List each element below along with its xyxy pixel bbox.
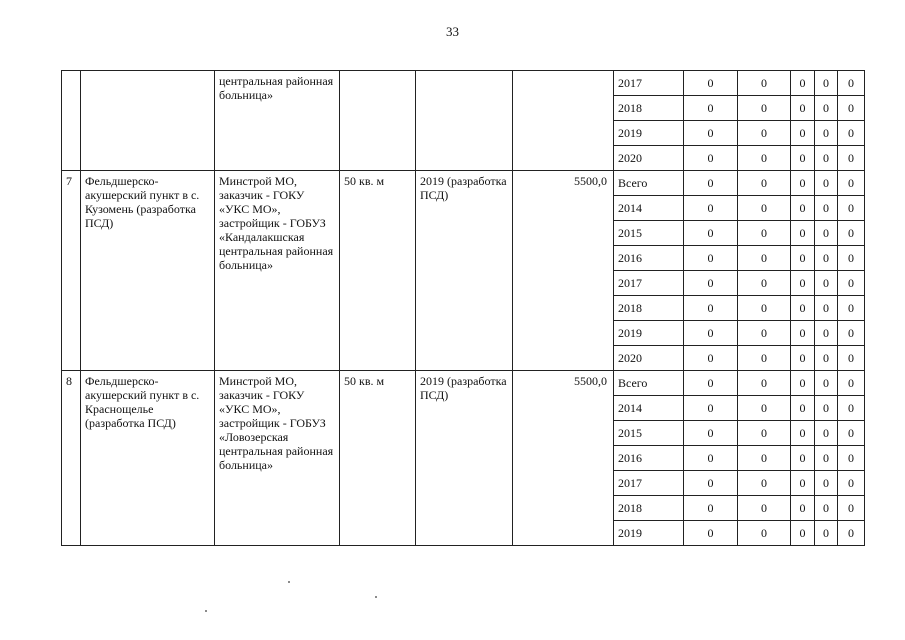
page-number: 33 bbox=[446, 24, 459, 39]
value-cell: 0 bbox=[815, 71, 838, 96]
value-cell: 0 bbox=[815, 146, 838, 171]
value-cell: 0 bbox=[684, 521, 738, 546]
value-cell: 0 bbox=[791, 246, 815, 271]
value-cell: 0 bbox=[684, 196, 738, 221]
value-cell: 0 bbox=[684, 446, 738, 471]
value-cell: 0 bbox=[738, 146, 791, 171]
value-cell: 0 bbox=[791, 371, 815, 396]
value-cell: 0 bbox=[838, 171, 865, 196]
name-cell: Фельдшерско-акушерский пункт в с. Кузомень (разработка ПСД) bbox=[81, 171, 215, 371]
value-cell: 0 bbox=[738, 121, 791, 146]
value-cell: 0 bbox=[838, 246, 865, 271]
value-cell: 0 bbox=[815, 396, 838, 421]
value-cell: 0 bbox=[738, 321, 791, 346]
value-cell: 0 bbox=[815, 346, 838, 371]
value-cell: 0 bbox=[738, 221, 791, 246]
value-cell: 0 bbox=[838, 296, 865, 321]
value-cell: 0 bbox=[684, 71, 738, 96]
table-row bbox=[62, 371, 865, 396]
value-cell: 0 bbox=[684, 346, 738, 371]
year-cell: 2017 bbox=[614, 71, 684, 96]
value-cell: 0 bbox=[791, 171, 815, 196]
value-cell: 0 bbox=[791, 121, 815, 146]
value-cell: 0 bbox=[838, 496, 865, 521]
period-cell: 2019 (разработка ПСД) bbox=[416, 371, 513, 546]
year-cell: Всего bbox=[614, 371, 684, 396]
value-cell: 0 bbox=[791, 71, 815, 96]
year-cell: 2015 bbox=[614, 221, 684, 246]
year-cell: 2017 bbox=[614, 271, 684, 296]
value-cell: 0 bbox=[838, 196, 865, 221]
year-cell: 2020 bbox=[614, 146, 684, 171]
customer-cell: Минстрой МО, заказчик - ГОКУ «УКС МО», застройщик - ГОБУЗ «Кандалакшская центральная районная больница» bbox=[215, 171, 340, 371]
value-cell: 0 bbox=[684, 246, 738, 271]
value-cell: 0 bbox=[684, 396, 738, 421]
cost-cell: 5500,0 bbox=[513, 371, 614, 546]
year-cell: 2018 bbox=[614, 296, 684, 321]
value-cell: 0 bbox=[738, 521, 791, 546]
value-cell: 0 bbox=[791, 471, 815, 496]
value-cell: 0 bbox=[838, 321, 865, 346]
value-cell: 0 bbox=[838, 521, 865, 546]
value-cell: 0 bbox=[791, 221, 815, 246]
value-cell: 0 bbox=[738, 471, 791, 496]
value-cell: 0 bbox=[684, 271, 738, 296]
year-cell: 2016 bbox=[614, 246, 684, 271]
year-cell: 2018 bbox=[614, 496, 684, 521]
value-cell: 0 bbox=[684, 221, 738, 246]
num-cell: 7 bbox=[62, 171, 81, 371]
num-cell bbox=[62, 71, 81, 171]
value-cell: 0 bbox=[738, 71, 791, 96]
year-cell: 2018 bbox=[614, 96, 684, 121]
value-cell: 0 bbox=[791, 521, 815, 546]
value-cell: 0 bbox=[791, 96, 815, 121]
value-cell: 0 bbox=[684, 96, 738, 121]
value-cell: 0 bbox=[791, 421, 815, 446]
value-cell: 0 bbox=[791, 146, 815, 171]
value-cell: 0 bbox=[838, 146, 865, 171]
value-cell: 0 bbox=[815, 296, 838, 321]
value-cell: 0 bbox=[738, 396, 791, 421]
name-cell: Фельдшерско-акушерский пункт в с. Краснощелье (разработка ПСД) bbox=[81, 371, 215, 546]
period-cell: 2019 (разработка ПСД) bbox=[416, 171, 513, 371]
customer-cell: Минстрой МО, заказчик - ГОКУ «УКС МО», застройщик - ГОБУЗ «Ловозерская центральная районная больница» bbox=[215, 371, 340, 546]
value-cell: 0 bbox=[815, 371, 838, 396]
year-cell: 2017 bbox=[614, 471, 684, 496]
value-cell: 0 bbox=[738, 196, 791, 221]
value-cell: 0 bbox=[815, 321, 838, 346]
value-cell: 0 bbox=[838, 446, 865, 471]
table-row bbox=[62, 71, 865, 96]
scan-speck bbox=[205, 610, 207, 612]
value-cell: 0 bbox=[738, 271, 791, 296]
value-cell: 0 bbox=[684, 121, 738, 146]
value-cell: 0 bbox=[815, 446, 838, 471]
year-cell: 2015 bbox=[614, 421, 684, 446]
value-cell: 0 bbox=[791, 346, 815, 371]
value-cell: 0 bbox=[838, 371, 865, 396]
value-cell: 0 bbox=[738, 171, 791, 196]
value-cell: 0 bbox=[815, 96, 838, 121]
value-cell: 0 bbox=[684, 171, 738, 196]
value-cell: 0 bbox=[791, 446, 815, 471]
value-cell: 0 bbox=[815, 221, 838, 246]
value-cell: 0 bbox=[684, 371, 738, 396]
value-cell: 0 bbox=[838, 71, 865, 96]
value-cell: 0 bbox=[791, 271, 815, 296]
value-cell: 0 bbox=[684, 146, 738, 171]
value-cell: 0 bbox=[815, 121, 838, 146]
value-cell: 0 bbox=[838, 396, 865, 421]
value-cell: 0 bbox=[791, 496, 815, 521]
value-cell: 0 bbox=[815, 496, 838, 521]
value-cell: 0 bbox=[815, 421, 838, 446]
year-cell: 2014 bbox=[614, 196, 684, 221]
value-cell: 0 bbox=[738, 246, 791, 271]
cost-cell bbox=[513, 71, 614, 171]
scan-speck bbox=[288, 581, 290, 583]
table-row bbox=[62, 171, 865, 196]
value-cell: 0 bbox=[684, 496, 738, 521]
num-cell: 8 bbox=[62, 371, 81, 546]
year-cell: 2020 bbox=[614, 346, 684, 371]
value-cell: 0 bbox=[838, 271, 865, 296]
capacity-cell bbox=[340, 71, 416, 171]
value-cell: 0 bbox=[791, 296, 815, 321]
value-cell: 0 bbox=[738, 346, 791, 371]
capacity-cell: 50 кв. м bbox=[340, 171, 416, 371]
value-cell: 0 bbox=[684, 421, 738, 446]
value-cell: 0 bbox=[791, 196, 815, 221]
value-cell: 0 bbox=[738, 496, 791, 521]
value-cell: 0 bbox=[815, 171, 838, 196]
value-cell: 0 bbox=[838, 221, 865, 246]
value-cell: 0 bbox=[838, 471, 865, 496]
customer-cell: центральная районная больница» bbox=[215, 71, 340, 171]
value-cell: 0 bbox=[815, 246, 838, 271]
scan-speck bbox=[375, 596, 377, 598]
value-cell: 0 bbox=[684, 321, 738, 346]
cost-cell: 5500,0 bbox=[513, 171, 614, 371]
value-cell: 0 bbox=[815, 471, 838, 496]
value-cell: 0 bbox=[815, 521, 838, 546]
value-cell: 0 bbox=[738, 296, 791, 321]
year-cell: 2019 bbox=[614, 121, 684, 146]
value-cell: 0 bbox=[684, 471, 738, 496]
value-cell: 0 bbox=[838, 421, 865, 446]
year-cell: 2019 bbox=[614, 321, 684, 346]
value-cell: 0 bbox=[791, 396, 815, 421]
value-cell: 0 bbox=[838, 96, 865, 121]
value-cell: 0 bbox=[738, 446, 791, 471]
value-cell: 0 bbox=[791, 321, 815, 346]
name-cell bbox=[81, 71, 215, 171]
capacity-cell: 50 кв. м bbox=[340, 371, 416, 546]
value-cell: 0 bbox=[684, 296, 738, 321]
value-cell: 0 bbox=[738, 96, 791, 121]
year-cell: Всего bbox=[614, 171, 684, 196]
program-table bbox=[61, 70, 865, 546]
year-cell: 2014 bbox=[614, 396, 684, 421]
year-cell: 2019 bbox=[614, 521, 684, 546]
period-cell bbox=[416, 71, 513, 171]
year-cell: 2016 bbox=[614, 446, 684, 471]
value-cell: 0 bbox=[815, 271, 838, 296]
value-cell: 0 bbox=[838, 121, 865, 146]
value-cell: 0 bbox=[738, 421, 791, 446]
table-body bbox=[62, 71, 865, 546]
value-cell: 0 bbox=[815, 196, 838, 221]
value-cell: 0 bbox=[738, 371, 791, 396]
value-cell: 0 bbox=[838, 346, 865, 371]
